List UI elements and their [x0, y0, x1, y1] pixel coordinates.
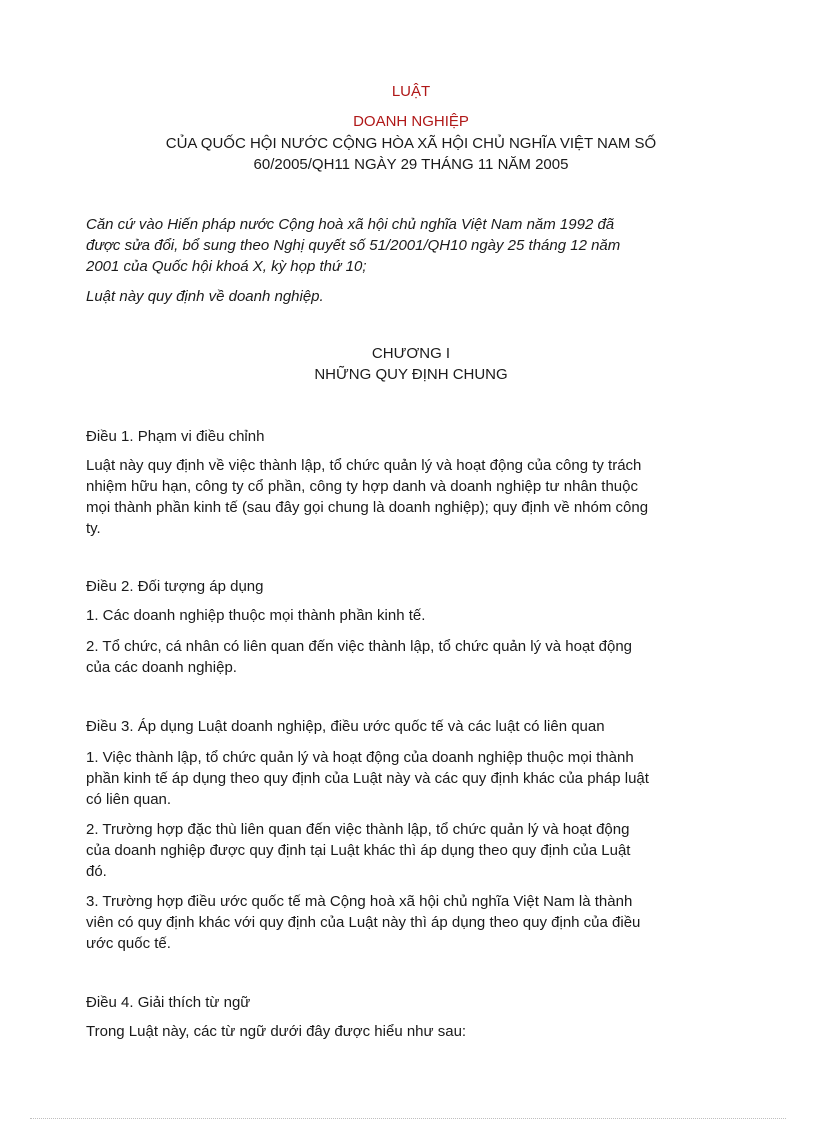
law-subtitle: DOANH NGHIỆP: [353, 113, 469, 130]
article-line: 1. Các doanh nghiệp thuộc mọi thành phần kinh tế.: [86, 607, 426, 624]
article-line: viên có quy định khác với quy định của Luật này thì áp dụng theo quy định của điều: [86, 914, 641, 931]
article-line: đó.: [86, 863, 107, 880]
article-line: mọi thành phần kinh tế (sau đây gọi chung là doanh nghiệp); quy định về nhóm công: [86, 499, 649, 516]
article-line: phần kinh tế áp dụng theo quy định của Luật này và các quy định khác của pháp luật: [86, 770, 649, 787]
article-heading: Điều 1. Phạm vi điều chỉnh: [86, 428, 265, 445]
law-title: LUẬT: [391, 83, 431, 100]
article-line: 2. Trường hợp đặc thù liên quan đến việc thành lập, tổ chức quản lý và hoạt động: [86, 821, 630, 838]
preamble-basis-line: 2001 của Quốc hội khoá X, kỳ họp thứ 10;: [86, 258, 367, 275]
article-line: ty.: [86, 520, 101, 537]
preamble-basis-line: Căn cứ vào Hiến pháp nước Cộng hoà xã hội chủ nghĩa Việt Nam năm 1992 đã: [86, 216, 615, 233]
issuer-line-1: CỦA QUỐC HỘI NƯỚC CỘNG HÒA XÃ HỘI CHỦ NGHĨA VIỆT NAM SỐ: [165, 135, 657, 152]
page-bottom-divider: [30, 1118, 786, 1119]
article-line: của các doanh nghiệp.: [86, 659, 237, 676]
article-line: nhiệm hữu hạn, công ty cổ phần, công ty hợp danh và doanh nghiệp tư nhân thuộc: [86, 478, 638, 495]
article-line: 1. Việc thành lập, tổ chức quản lý và hoạt động của doanh nghiệp thuộc mọi thành: [86, 749, 634, 766]
article-line: Luật này quy định về việc thành lập, tổ chức quản lý và hoạt động của công ty trách: [86, 457, 642, 474]
article-heading: Điều 4. Giải thích từ ngữ: [86, 994, 251, 1011]
article-line: 3. Trường hợp điều ước quốc tế mà Cộng hoà xã hội chủ nghĩa Việt Nam là thành: [86, 893, 633, 910]
issuer-line-2: 60/2005/QH11 NGÀY 29 THÁNG 11 NĂM 2005: [253, 156, 569, 173]
chapter-title: NHỮNG QUY ĐỊNH CHUNG: [314, 366, 508, 383]
article-heading: Điều 2. Đối tượng áp dụng: [86, 578, 264, 595]
article-line: Trong Luật này, các từ ngữ dưới đây được hiểu như sau:: [86, 1023, 467, 1040]
preamble-scope: Luật này quy định về doanh nghiệp.: [86, 288, 324, 305]
article-line: 2. Tổ chức, cá nhân có liên quan đến việc thành lập, tổ chức quản lý và hoạt động: [86, 638, 633, 655]
article-line: của doanh nghiệp được quy định tại Luật khác thì áp dụng theo quy định của Luật: [86, 842, 631, 859]
article-heading: Điều 3. Áp dụng Luật doanh nghiệp, điều ước quốc tế và các luật có liên quan: [86, 718, 605, 735]
preamble-basis-line: được sửa đổi, bổ sung theo Nghị quyết số 51/2001/QH10 ngày 25 tháng 12 năm: [86, 237, 621, 254]
article-line: có liên quan.: [86, 791, 172, 808]
chapter-number: CHƯƠNG I: [371, 345, 451, 362]
article-line: ước quốc tế.: [86, 935, 171, 952]
